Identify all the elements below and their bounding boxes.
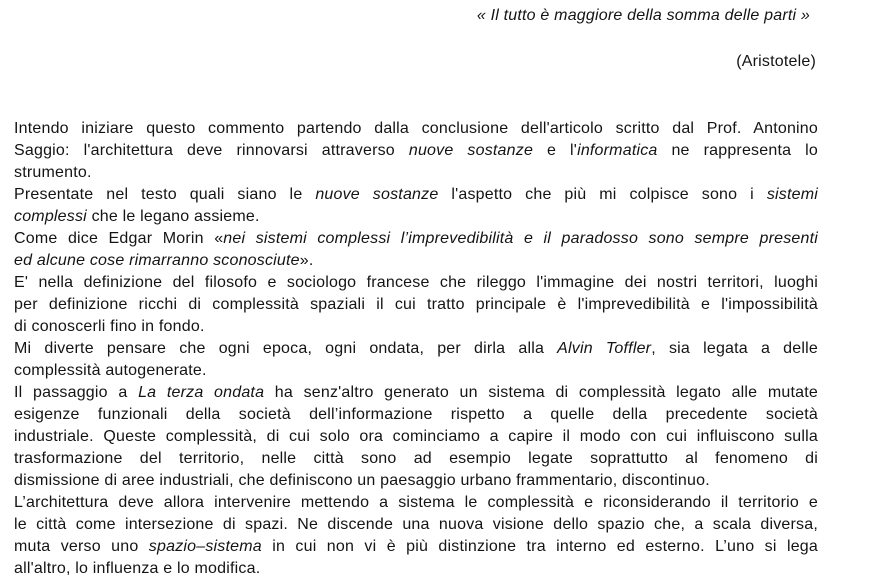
- text-line: [14, 360, 818, 382]
- text-run: ha senz'altro generato un sistema di complessità legato alle mutate: [264, 384, 818, 401]
- text-run: che le legano assieme.: [86, 208, 260, 225]
- document-body: [14, 118, 818, 580]
- paragraph: [14, 272, 818, 338]
- text-run: per definizione ricchi di complessità spaziali il cui tratto principale è l'imprevedibilità e l'impossibilità: [14, 296, 818, 313]
- text-line: [14, 558, 818, 580]
- paragraph: [14, 184, 818, 228]
- text-line: [14, 338, 818, 360]
- emphasized-text-run: sistemi: [766, 186, 818, 203]
- emphasized-text-run: Alvin Toffler: [557, 340, 652, 357]
- text-run: l'aspetto che più mi colpisce sono i: [438, 186, 767, 203]
- text-run: in cui non vi è più distinzione tra interno ed esterno. L’uno si lega: [261, 538, 819, 555]
- text-run: ».: [299, 252, 314, 269]
- emphasized-text-run: spazio–sistema: [148, 538, 262, 555]
- text-run: all'altro, lo influenza e lo modifica.: [14, 560, 261, 577]
- text-line: [14, 514, 818, 536]
- text-run: Presentate nel testo quali siano le: [14, 186, 316, 203]
- paragraph: [14, 118, 818, 184]
- text-line: [14, 140, 818, 162]
- text-line: [14, 118, 818, 140]
- text-line: [14, 536, 818, 558]
- text-line: [14, 228, 818, 250]
- text-run: muta verso uno: [14, 538, 149, 555]
- text-line: [14, 470, 818, 492]
- emphasized-text-run: ed alcune cose rimarranno sconosciute: [14, 252, 300, 269]
- text-run: Il passaggio a: [14, 384, 139, 401]
- text-line: [14, 272, 818, 294]
- paragraph: [14, 382, 818, 492]
- text-line: [14, 184, 818, 206]
- epigraph: [14, 5, 818, 73]
- emphasized-text-run: informatica: [577, 142, 658, 159]
- text-line: [14, 206, 818, 228]
- text-run: Mi diverte pensare che ogni epoca, ogni ondata, per dirla alla: [14, 340, 558, 357]
- epigraph-attribution: (Aristotele): [736, 53, 816, 70]
- text-line: [14, 250, 818, 272]
- text-line: [14, 316, 818, 338]
- text-line: [14, 382, 818, 404]
- epigraph-quote: « Il tutto è maggiore della somma delle parti »: [476, 7, 810, 24]
- text-run: Saggio: l'architettura deve rinnovarsi attraverso: [14, 142, 409, 159]
- text-run: strumento.: [14, 164, 92, 181]
- emphasized-text-run: complessi: [14, 208, 87, 225]
- paragraph: [14, 492, 818, 580]
- text-run: trasformazione del territorio, nelle città sono ad esempio legate soprattutto al fenomeno di: [14, 450, 818, 467]
- text-run: e l': [533, 142, 578, 159]
- paragraph: [14, 228, 818, 272]
- text-run: Intendo iniziare questo commento partendo dalla conclusione dell'articolo scritto dal Prof. Antonino: [14, 120, 818, 137]
- emphasized-text-run: nuove sostanze: [315, 186, 439, 203]
- emphasized-text-run: nuove sostanze: [408, 142, 534, 159]
- text-run: industriale. Queste complessità, di cui solo ora cominciamo a capire il modo con cui influiscono sulla: [14, 428, 818, 445]
- text-line: [14, 492, 818, 514]
- text-line: [14, 448, 818, 470]
- text-line: [14, 426, 818, 448]
- text-line: [14, 404, 818, 426]
- text-run: E' nella definizione del filosofo e sociologo francese che rileggo l'immagine dei nostri territori, luoghi: [14, 274, 818, 291]
- text-run: complessità autogenerate.: [14, 362, 207, 379]
- text-run: dismissione di aree industriali, che definiscono un paesaggio urbano frammentario, discontinuo.: [14, 472, 710, 489]
- text-run: le città come intersezione di spazi. Ne discende una nuova visione dello spazio che, a scala diversa,: [14, 516, 818, 533]
- text-run: di conoscerli fino in fondo.: [14, 318, 205, 335]
- text-run: Come dice Edgar Morin «: [14, 230, 224, 247]
- emphasized-text-run: La terza ondata: [138, 384, 265, 401]
- emphasized-text-run: nei sistemi complessi l’imprevedibilità e il paradosso sono sempre presenti: [223, 230, 819, 247]
- text-run: , sia legata a delle: [651, 340, 818, 357]
- text-run: esigenze funzionali della società dell’informazione rispetto a quelle della precedente società: [14, 406, 818, 423]
- text-line: [14, 162, 818, 184]
- text-run: L’architettura deve allora intervenire mettendo a sistema le complessità e riconsiderando il territorio e: [14, 494, 818, 511]
- text-line: [14, 294, 818, 316]
- text-run: ne rappresenta lo: [657, 142, 818, 159]
- paragraph: [14, 338, 818, 382]
